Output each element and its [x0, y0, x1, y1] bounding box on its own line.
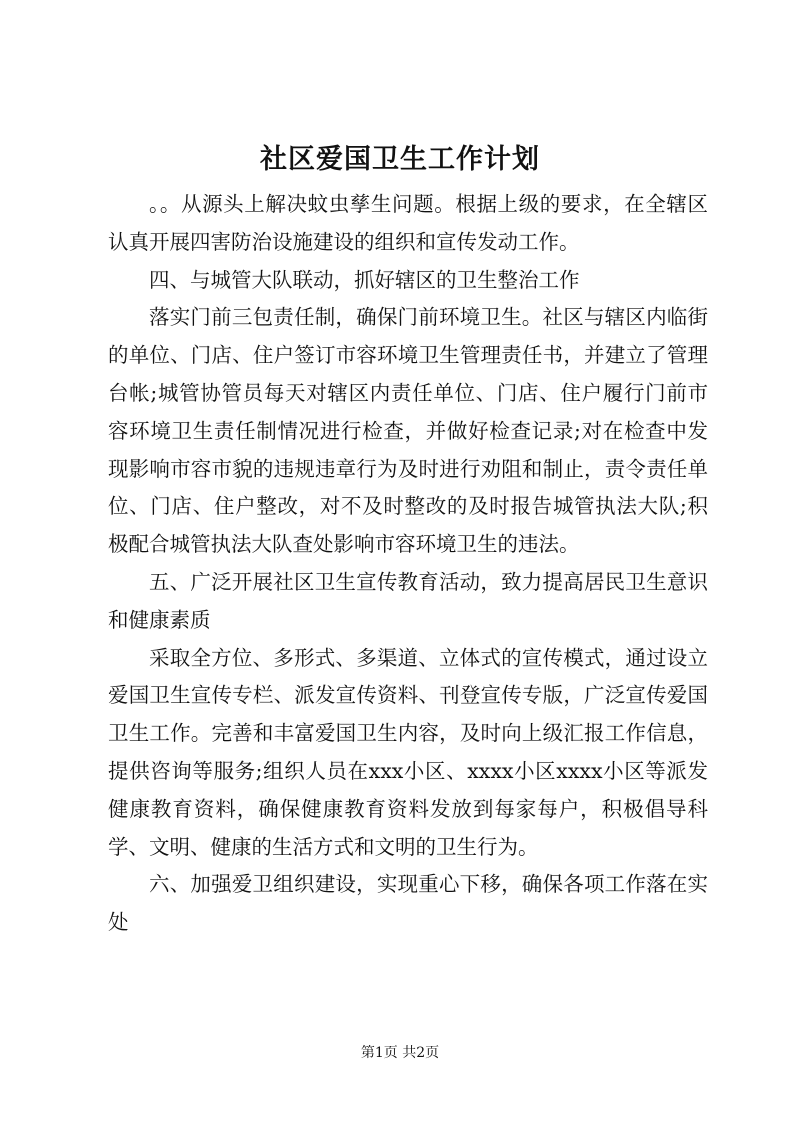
document-body — [108, 186, 708, 942]
page-footer: 第1页 共2页 — [360, 1045, 440, 1061]
section-heading-5: 五、广泛开展社区卫生宣传教育活动，致力提高居民卫生意识和健康素质 — [108, 569, 708, 632]
paragraph-intro: 。。从源头上解决蚊虫孳生问题。根据上级的要求，在全辖区认真开展四害防治设施建设的组织和宣传发动工作。 — [108, 192, 708, 254]
page-title: 社区爱国卫生工作计划 — [260, 144, 540, 175]
section-heading-4: 四、与城管大队联动，抓好辖区的卫生整治工作 — [149, 267, 580, 292]
section-heading-6: 六、加强爱卫组织建设，实现重心下移，确保各项工作落在实处 — [108, 872, 708, 935]
paragraph-section-4: 落实门前三包责任制，确保门前环境卫生。社区与辖区内临街的单位、门店、住户签订市容环境卫生管理责任书，并建立了管理台帐;城管协管员每天对辖区内责任单位、门店、住户履行门前市容环境卫生责任制情况进行检查，并做好检查记录;对在检查中发现影响市容市貌的违规违章行为及时进行劝阻和制止，责令责任单位、门店、住户整改，对不及时整改的及时报告城管执法大队;积极配合城管执法大队查处影响市容环境卫生的违法。 — [108, 305, 708, 557]
paragraph-section-5: 采取全方位、多形式、多渠道、立体式的宣传模式，通过设立爱国卫生宣传专栏、派发宣传资料、刊登宣传专版，广泛宣传爱国卫生工作。完善和丰富爱国卫生内容，及时向上级汇报工作信息，提供咨询等服务;组织人员在xxx小区、xxxx小区xxxx小区等派发健康教育资料，确保健康教育资料发放到每家每户，积极倡导科学、文明、健康的生活方式和文明的卫生行为。 — [108, 645, 708, 859]
